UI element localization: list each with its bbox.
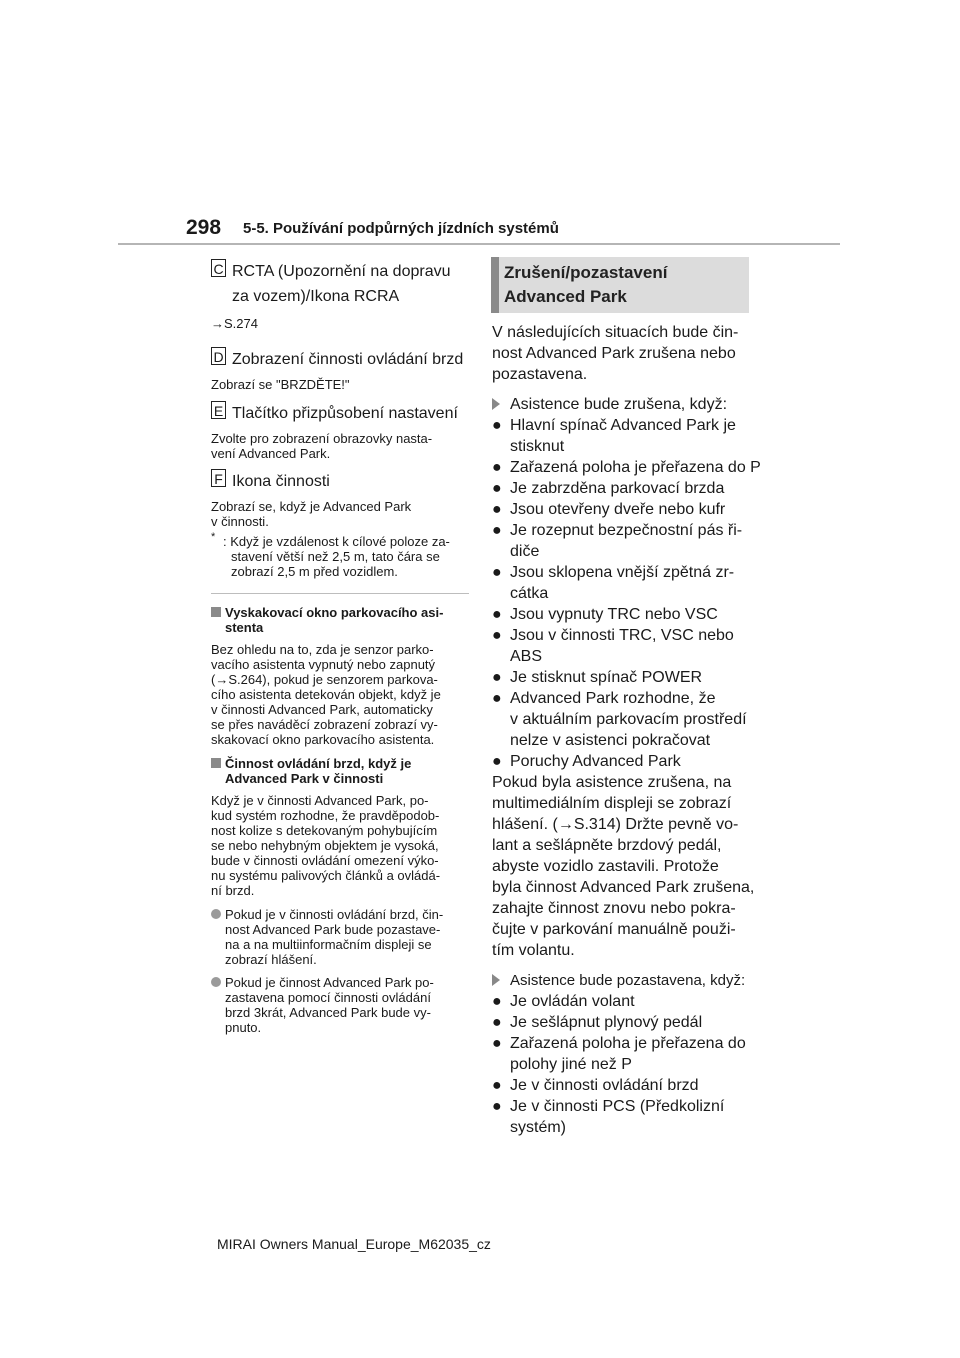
cancel-item-line: Je zabrzděna parkovací brzda (510, 480, 725, 497)
brake-heading-line-2: Advanced Park v činnosti (225, 771, 384, 786)
circle-bullet-icon (211, 977, 221, 987)
cancel-item-line: Jsou otevřeny dveře nebo kufr (510, 501, 726, 518)
brake-bullet-line: zobrazí hlášení. (225, 952, 317, 967)
cancel-item (492, 562, 762, 604)
intro-line: V následujících situacích bude čin- (492, 324, 739, 341)
popup-body (211, 642, 471, 747)
cancel-item-line: Zařazená poloha je přeřazena do P (510, 459, 761, 476)
pause-header (492, 970, 762, 991)
popup-heading-line-1: Vyskakovací okno parkovacího asi- (225, 605, 444, 620)
section-header-line-2: Advanced Park (504, 287, 627, 306)
brake-body-line: bude v činnosti ovládání omezení výko- (211, 853, 439, 868)
intro-line: pozastavena. (492, 366, 588, 383)
brake-heading (211, 756, 471, 786)
brake-bullet (211, 975, 471, 1035)
cancel-note-line: multimediálním displeji se zobrazí (492, 795, 732, 812)
pause-header-text: Asistence bude pozastavena, když: (510, 972, 746, 989)
divider (211, 593, 469, 594)
dot-bullet-icon: ● (492, 627, 502, 644)
cancel-item-line: Je rozepnut bezpečnostní pás ři- (510, 522, 743, 539)
dot-bullet-icon: ● (492, 1098, 502, 1115)
item-f (211, 469, 471, 494)
cancel-item (492, 625, 762, 667)
item-c-title: RCTA (Upozornění na dopravu (232, 263, 451, 280)
footnote-line-1: : Když je vzdálenost k cílové poloze za- (223, 534, 450, 549)
cancel-item-line: Poruchy Advanced Park (510, 753, 681, 770)
item-e-desc-1: Zvolte pro zobrazení obrazovky nasta- (211, 431, 433, 446)
footnote (211, 531, 471, 579)
cancel-item-line: stisknut (510, 438, 565, 455)
pause-item-line: Zařazená poloha je přeřazena do (510, 1035, 746, 1052)
cancel-header (492, 394, 762, 415)
cancel-header-text: Asistence bude zrušena, když: (510, 396, 728, 413)
dot-bullet-icon: ● (492, 1077, 502, 1094)
cancel-item-line: Jsou sklopena vnější zpětná zr- (510, 564, 735, 581)
brake-body-line: nost kolize s detekovaným pohybujícím (211, 823, 438, 838)
cancel-item-line: ABS (510, 648, 543, 665)
dot-bullet-icon: ● (492, 606, 502, 623)
cancel-item (492, 415, 762, 457)
dot-bullet-icon: ● (492, 993, 502, 1010)
cancel-note-line: Pokud byla asistence zrušena, na (492, 774, 732, 791)
item-c-title-cont: za vozem)/Ikona RCRA (232, 288, 400, 305)
cancel-item-line: Jsou v činnosti TRC, VSC nebo (510, 627, 734, 644)
cancel-note-line: tím volantu. (492, 942, 575, 959)
footnote-line-2: stavení větší než 2,5 m, tato čára se (231, 549, 440, 564)
footer-text: MIRAI Owners Manual_Europe_M62035_cz (217, 1236, 491, 1252)
dot-bullet-icon: ● (492, 1035, 502, 1052)
cancel-item (492, 520, 762, 562)
popup-body-line: v činnosti Advanced Park, automaticky (211, 702, 433, 717)
item-e (211, 401, 471, 426)
cancel-item-line: Hlavní spínač Advanced Park je (510, 417, 736, 434)
pause-item (492, 1033, 762, 1075)
brake-body-line: ní brzd. (211, 883, 255, 898)
cancel-item-line: diče (510, 543, 540, 560)
dot-bullet-icon: ● (492, 501, 502, 518)
cancel-note-line: byla činnost Advanced Park zrušena, (492, 879, 755, 896)
brake-body-line: kud systém rozhodne, že pravděpodob- (211, 808, 440, 823)
label-e: E (211, 401, 226, 419)
dot-bullet-icon: ● (492, 1014, 502, 1031)
item-f-desc-1: Zobrazí se, když je Advanced Park (211, 499, 412, 514)
brake-body-line: se nebo nehybným objektem je vysoká, (211, 838, 439, 853)
brake-bullet-line: brzd 3krát, Advanced Park bude vy- (225, 1005, 431, 1020)
item-d-desc: Zobrazí se "BRZDĚTE!" (211, 377, 350, 392)
label-f: F (211, 469, 226, 487)
cancel-item-line: cátka (510, 585, 549, 602)
intro-line: nost Advanced Park zrušena nebo (492, 345, 736, 362)
cancel-item (492, 751, 762, 772)
brake-bullet-line: pnuto. (225, 1020, 262, 1035)
item-e-title: Tlačítko přizpůsobení nastavení (232, 405, 458, 422)
brake-bullet-line: na a na multiinformačním displeji se (225, 937, 432, 952)
dot-bullet-icon: ● (492, 690, 502, 707)
dot-bullet-icon: ● (492, 564, 502, 581)
header-rule (118, 243, 840, 245)
dot-bullet-icon: ● (492, 522, 502, 539)
brake-bullet-line: Pokud je v činnosti ovládání brzd, čin- (225, 907, 444, 922)
cancel-item-line: v aktuálním parkovacím prostředí (510, 711, 747, 728)
cancel-note-line: zahajte činnost znovu nebo pokra- (492, 900, 736, 917)
label-d: D (211, 347, 226, 365)
square-bullet-icon (211, 758, 221, 768)
brake-body-line: Když je v činnosti Advanced Park, po- (211, 793, 429, 808)
circle-bullet-icon (211, 909, 221, 919)
item-d-title: Zobrazení činnosti ovládání brzd (232, 351, 464, 368)
cancel-item-line: Jsou vypnuty TRC nebo VSC (510, 606, 718, 623)
popup-body-line: (→S.264), pokud je senzorem parkova- (211, 672, 438, 687)
cancel-note-line: hlášení. (→S.314) Držte pevně vo- (492, 816, 739, 833)
dot-bullet-icon: ● (492, 669, 502, 686)
brake-body-line: nu systému palivových článků a ovládá- (211, 868, 441, 883)
section-header-bar (491, 257, 499, 313)
label-c: C (211, 259, 226, 277)
cancel-note-line: čujte v parkování manuálně použi- (492, 921, 736, 938)
pause-item (492, 1012, 762, 1033)
page-number: 298 (186, 216, 222, 239)
popup-heading (211, 605, 471, 635)
cancel-item (492, 499, 762, 520)
dot-bullet-icon: ● (492, 459, 502, 476)
footnote-mark: * (211, 531, 216, 543)
cancel-item-line: Advanced Park rozhodne, že (510, 690, 716, 707)
right-column (492, 322, 762, 1138)
cancel-item (492, 457, 762, 478)
cancel-item (492, 667, 762, 688)
brake-bullet-line: Pokud je činnost Advanced Park po- (225, 975, 434, 990)
item-e-desc-2: vení Advanced Park. (211, 446, 331, 461)
section-title: 5-5. Používání podpůrných jízdních systémů (243, 220, 559, 237)
cancel-note-line: abyste vozidlo zastavili. Protože (492, 858, 719, 875)
cancel-note-line: lant a sešlápněte brzdový pedál, (492, 837, 722, 854)
cancel-note (492, 772, 762, 961)
brake-bullet-line: zastavena pomocí činnosti ovládání (225, 990, 431, 1005)
item-c-ref: →S.274 (211, 316, 258, 331)
cancel-item-line: nelze v asistenci pokračovat (510, 732, 711, 749)
triangle-bullet-icon (492, 398, 500, 410)
item-d (211, 347, 471, 372)
pause-item-line: Je ovládán volant (510, 993, 635, 1010)
brake-heading-line-1: Činnost ovládání brzd, když je (225, 756, 412, 771)
dot-bullet-icon: ● (492, 753, 502, 770)
section-header-box (491, 257, 749, 313)
cancel-item (492, 688, 762, 751)
popup-body-line: se přes naváděcí zobrazení zobrazí vy- (211, 717, 438, 732)
popup-body-line: vacího asistenta vypnutý nebo zapnutý (211, 657, 436, 672)
cancel-item (492, 478, 762, 499)
pause-item-line: Je sešlápnut plynový pedál (510, 1014, 703, 1031)
pause-item-line: polohy jiné než P (510, 1056, 632, 1073)
popup-body-line: skakovací okno parkovacího asistenta. (211, 732, 435, 747)
triangle-bullet-icon (492, 974, 500, 986)
pause-item (492, 1096, 762, 1138)
cancel-item (492, 604, 762, 625)
dot-bullet-icon: ● (492, 417, 502, 434)
item-f-title: Ikona činnosti (232, 473, 330, 490)
section-header-line-1: Zrušení/pozastavení (504, 263, 668, 282)
square-bullet-icon (211, 607, 221, 617)
pause-item (492, 1075, 762, 1096)
brake-body (211, 793, 471, 898)
intro (492, 322, 762, 385)
brake-bullet (211, 907, 471, 967)
item-c (211, 259, 471, 284)
pause-item-line: Je v činnosti PCS (Předkolizní (510, 1098, 725, 1115)
section-header-title (504, 261, 667, 309)
dot-bullet-icon: ● (492, 480, 502, 497)
brake-bullet-line: nost Advanced Park bude pozastave- (225, 922, 441, 937)
popup-heading-line-2: stenta (225, 620, 264, 635)
item-f-desc-2: v činnosti. (211, 514, 269, 529)
pause-item (492, 991, 762, 1012)
footnote-line-3: zobrazí 2,5 m před vozidlem. (231, 564, 398, 579)
left-column (211, 259, 471, 1035)
pause-item-line: systém) (510, 1119, 566, 1136)
pause-item-line: Je v činnosti ovládání brzd (510, 1077, 699, 1094)
popup-body-line: cího asistenta detekován objekt, když je (211, 687, 441, 702)
popup-body-line: Bez ohledu na to, zda je senzor parko- (211, 642, 434, 657)
cancel-item-line: Je stisknut spínač POWER (510, 669, 703, 686)
